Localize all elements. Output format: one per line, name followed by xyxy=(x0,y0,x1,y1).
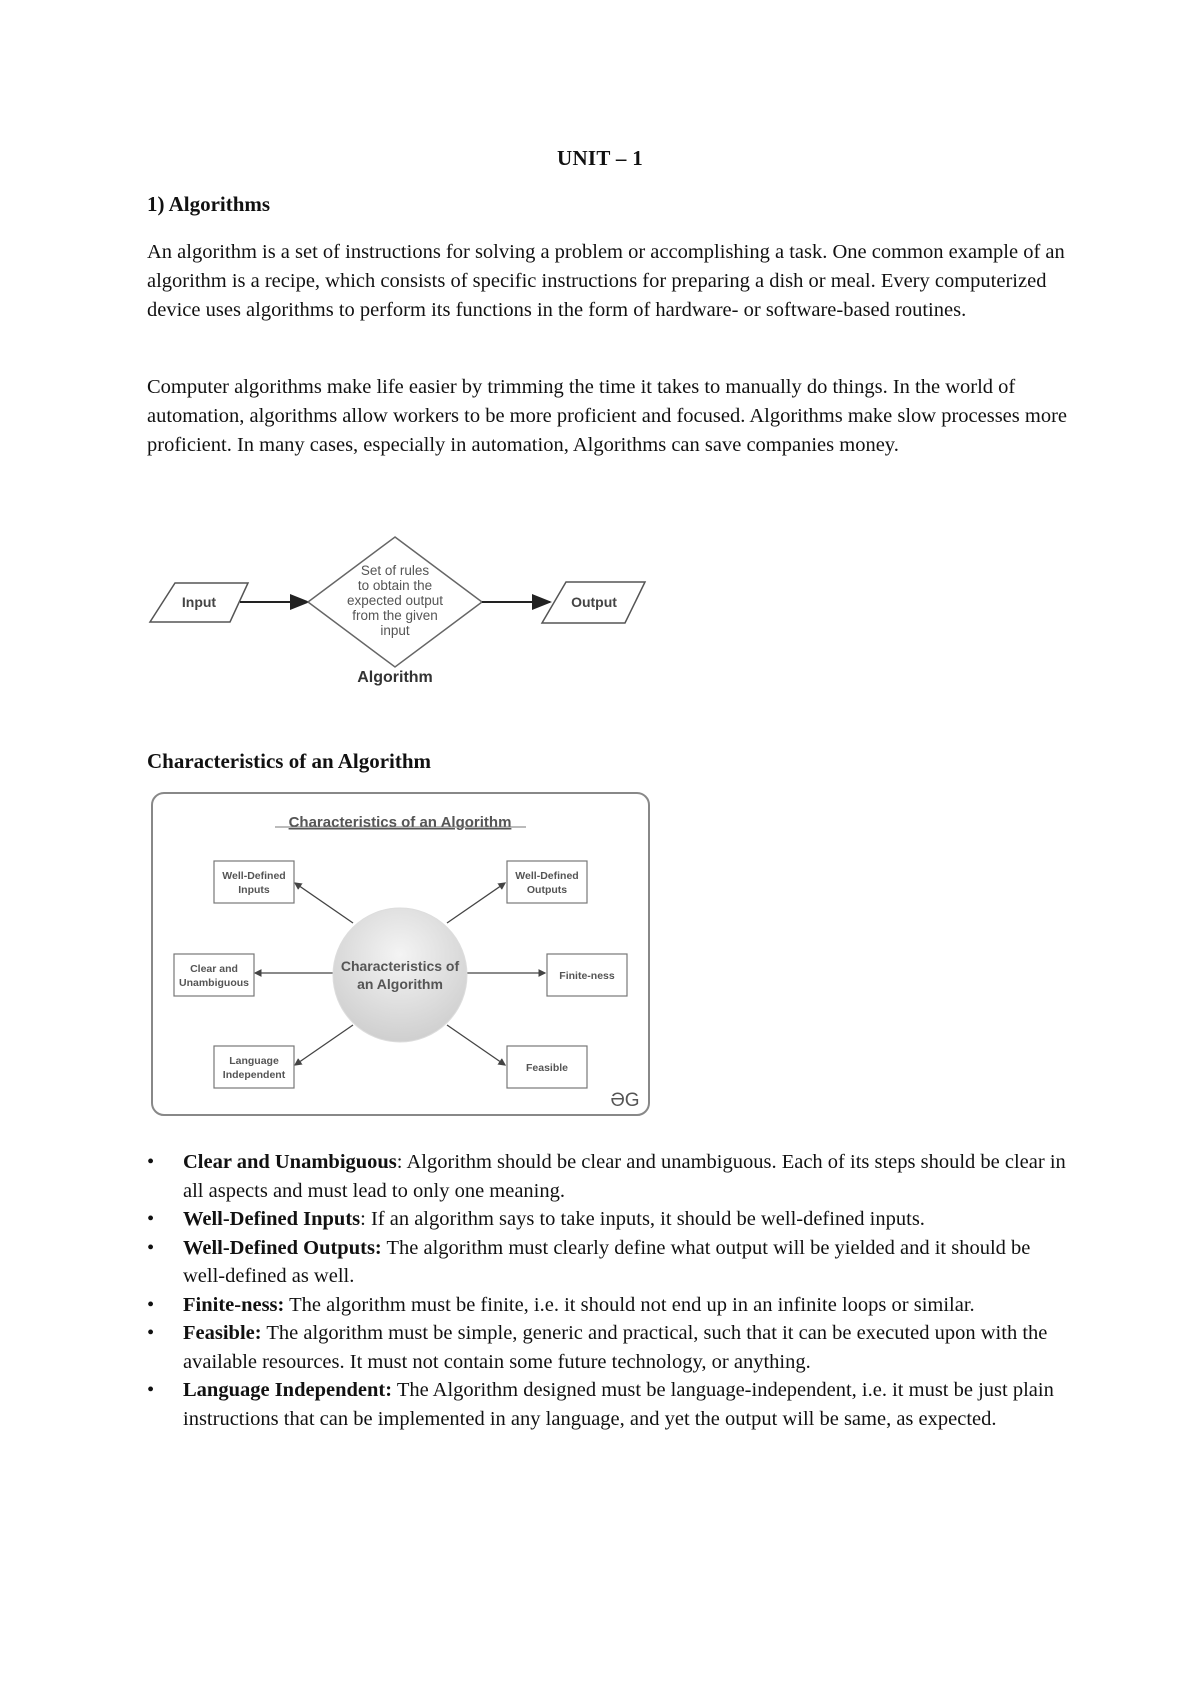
list-item xyxy=(147,1234,1067,1291)
diagram-title: Characteristics of an Algorithm xyxy=(288,814,512,831)
bullet-text: Algorithm should be clear and unambiguous. Each of its steps should be clear in all aspects and must lead to only one meaning. xyxy=(183,1151,1066,1202)
algorithm-flow-diagram xyxy=(140,525,900,705)
list-item: • Well-Defined Inputs: If an algorithm says to take inputs, it should be well-defined inputs. xyxy=(147,1205,1067,1234)
svg-text:Language: Language xyxy=(229,1055,279,1067)
svg-text:from the given: from the given xyxy=(352,608,438,623)
node-feasible xyxy=(507,1046,587,1088)
unit-title: UNIT – 1 xyxy=(556,146,644,170)
paragraph-definition: An algorithm is a set of instructions for solving a problem or accomplishing a task. One common example of an algorithm is a recipe, which consists of specific instructions for preparing a dish or meal. Every computerized device uses algorithms to perform its functions in the form of hardware- or software-based routines. xyxy=(147,241,1065,321)
svg-text:Clear and: Clear and xyxy=(190,963,238,975)
bullet-term: Finite-ness: xyxy=(183,1293,285,1316)
algorithm-caption: Algorithm xyxy=(357,669,433,686)
gfg-logo-icon: ƏG xyxy=(610,1090,640,1111)
bullet-text: The algorithm must clearly define what output will be yielded and it should be well-defined as well. xyxy=(183,1236,1031,1287)
characteristics-heading: Characteristics of an Algorithm xyxy=(147,749,432,773)
svg-text:Finite-ness: Finite-ness xyxy=(559,970,615,982)
list-item: • Clear and Unambiguous: Algorithm should be clear and unambiguous. Each of its steps should be clear in all aspects and must lead to only one meaning. xyxy=(147,1148,1067,1205)
svg-text:Set of rules: Set of rules xyxy=(360,563,430,578)
node-finite-ness xyxy=(547,954,627,996)
list-item xyxy=(147,1291,1067,1320)
bullet-icon: • xyxy=(147,1322,155,1344)
output-label: Output xyxy=(571,594,617,610)
bullet-text: The Algorithm designed must be language-independent, i.e. it must be just plain instructions that can be implemented in any language, and yet the output will be same, as expected. xyxy=(183,1379,1054,1430)
input-parallelogram xyxy=(150,583,248,622)
bullet-icon: • xyxy=(147,1379,155,1401)
algorithm-diamond xyxy=(308,537,482,667)
bullet-term: Well-Defined Inputs xyxy=(183,1208,361,1230)
list-item xyxy=(147,1376,1067,1433)
svg-text:Well-Defined: Well-Defined xyxy=(222,870,286,882)
svg-text:Feasible: Feasible xyxy=(525,1062,569,1074)
bullet-text: The algorithm must be simple, generic and practical, such that it can be executed upon with the available resources. It must not contain some future technology, or anything. xyxy=(183,1322,1048,1373)
section-heading-algorithms: 1) Algorithms xyxy=(147,192,271,216)
svg-text:Independent: Independent xyxy=(222,1069,286,1081)
node-well-defined-outputs xyxy=(507,861,587,903)
input-label: Input xyxy=(181,594,217,610)
svg-text:expected output: expected output xyxy=(346,593,444,608)
svg-text:Well-Defined: Well-Defined xyxy=(515,870,579,882)
bullet-term: Feasible: xyxy=(183,1322,262,1344)
list-item xyxy=(147,1319,1067,1376)
bullet-icon: • xyxy=(147,1236,155,1259)
characteristics-list xyxy=(147,1148,1067,1433)
output-parallelogram xyxy=(542,582,645,623)
node-clear-and-unambiguous xyxy=(174,954,254,996)
center-circle xyxy=(333,908,467,1042)
bullet-icon: • xyxy=(147,1151,155,1173)
svg-text:input: input xyxy=(380,623,410,638)
svg-text:Characteristics of: Characteristics of xyxy=(340,958,460,974)
paragraph-benefits: Computer algorithms make life easier by trimming the time it takes to manually do things. In the world of automation, algorithms allow workers to be more proficient and focused. Algorithms make slow processes more proficient. In many cases, especially in automation, Algorithms can save companies money. xyxy=(147,376,1068,456)
svg-text:Unambiguous: Unambiguous xyxy=(179,977,249,989)
node-well-defined-inputs xyxy=(214,861,294,903)
svg-text:an Algorithm: an Algorithm xyxy=(357,976,443,992)
characteristics-diagram xyxy=(140,790,700,1130)
svg-text:Inputs: Inputs xyxy=(238,884,270,896)
svg-text:Outputs: Outputs xyxy=(526,884,568,896)
bullet-icon: • xyxy=(147,1293,155,1316)
bullet-term: Clear and Unambiguous xyxy=(183,1151,397,1173)
bullet-term: Language Independent: xyxy=(183,1379,393,1401)
svg-text:to obtain the: to obtain the xyxy=(357,578,433,593)
bullet-text: If an algorithm says to take inputs, it should be well-defined inputs. xyxy=(370,1208,925,1230)
bullet-term: Well-Defined Outputs: xyxy=(183,1236,382,1259)
node-language-independent xyxy=(214,1046,294,1088)
bullet-icon: • xyxy=(147,1208,155,1230)
bullet-text: The algorithm must be finite, i.e. it should not end up in an infinite loops or similar. xyxy=(289,1293,975,1316)
